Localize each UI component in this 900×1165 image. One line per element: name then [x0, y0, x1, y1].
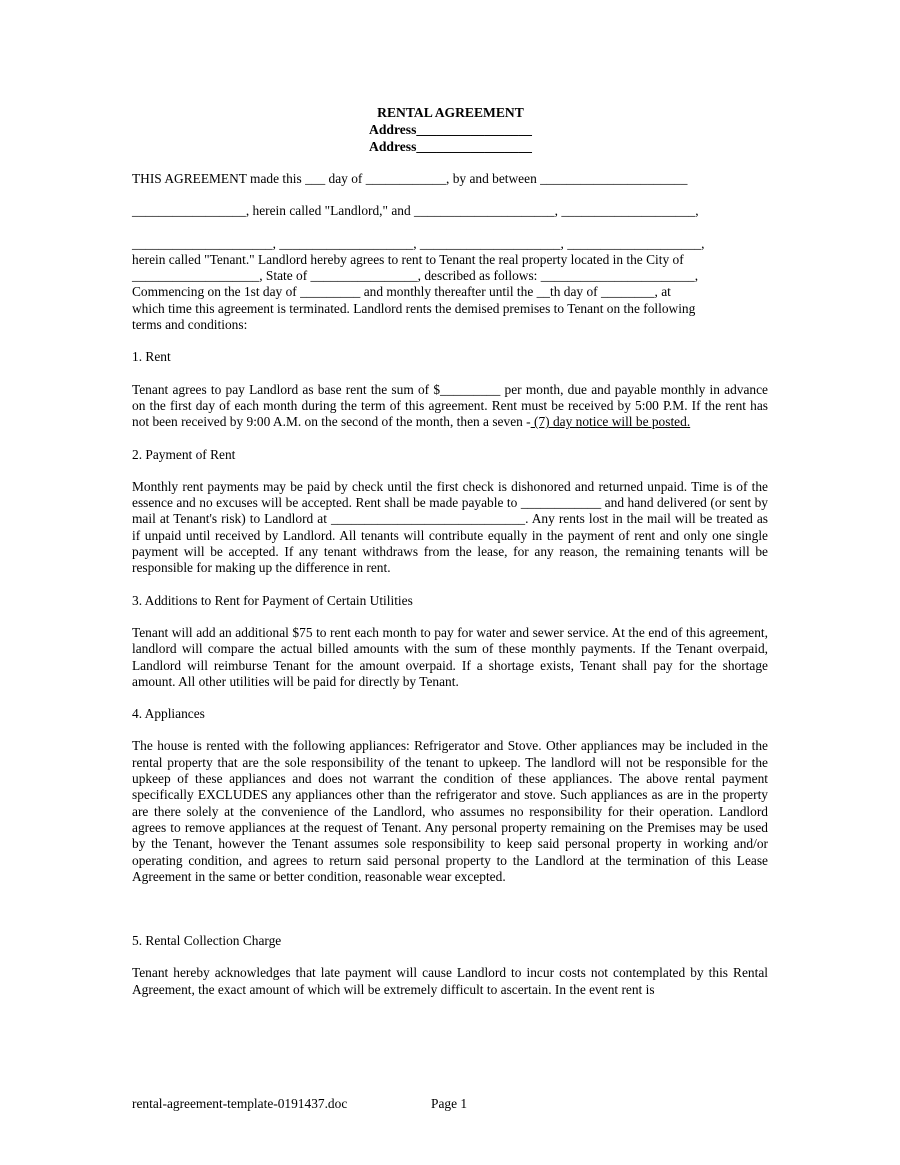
spacer: [132, 333, 768, 349]
section-heading-utilities: 3. Additions to Rent for Payment of Certain Utilities: [132, 592, 413, 608]
document-title: RENTAL AGREEMENT: [377, 105, 524, 120]
document-header: [132, 104, 768, 155]
intro-line: _____________________, ____________________, _____________________, ____________________,: [132, 235, 705, 251]
footer-page-number: Page 1: [431, 1096, 468, 1111]
intro-line: terms and conditions:: [132, 317, 248, 333]
intro-line: ___________________, State of ________________, described as follows: _______________________,: [132, 268, 699, 284]
spacer: [132, 463, 768, 479]
intro-line: which time this agreement is terminated. Landlord rents the demised premises to Tenant on the following: [132, 300, 696, 316]
section-heading-collection: 5. Rental Collection Charge: [132, 933, 282, 949]
spacer: [132, 722, 768, 738]
spacer: [132, 885, 768, 933]
spacer: [132, 609, 768, 625]
intro-line: _________________, herein called "Landlord," and _____________________, ____________________,: [132, 203, 699, 219]
spacer: [132, 690, 768, 706]
section-heading-rent: 1. Rent: [132, 349, 171, 365]
spacer: [132, 577, 768, 593]
section-body-payment: Monthly rent payments may be paid by check until the first check is dishonored and returned unpaid. Time is of the essence and no excuses will be accepted. Rent shall be made payable to ____________ and hand delivered (or sent by mail at Tenant's risk) to Landlord at _____________________________. Any rents lost in the mail will be treated as if unpaid until received by Landlord. All tenants will contribute equally in the payment of rent and only one single payment will be accepted. If any tenant withdraws from the lease, for any reason, the remaining tenants will be responsible for making up the difference in rent.: [132, 478, 768, 576]
section-body-appliances: The house is rented with the following appliances: Refrigerator and Stove. Other appliances may be included in the rental property that are the sole responsibility of the tenant to upkeep. The landlord will not be responsible for the upkeep of these appliances and does not warrant the condition of these appliances. The above rental payment specifically EXCLUDES any appliances other than the refrigerator and stove. Such appliances as are in the property are there solely at the convenience of the Landlord, who assumes no responsibility for their operation. Landlord agrees to remove appliances at the request of Tenant. Any personal property remaining on the Premises may be used by the Tenant, however the Tenant assumes sole responsibility to keep said personal property in working and/or operating condition, and agrees to return said personal property to the Landlord at the termination of this Lease Agreement in the same or better condition, reasonable wear excepted.: [132, 738, 768, 884]
section-heading-payment: 2. Payment of Rent: [132, 446, 236, 462]
page-footer: [132, 1096, 468, 1112]
section-body-utilities: Tenant will add an additional $75 to rent each month to pay for water and sewer service. At the end of this agreement, landlord will compare the actual billed amounts with the sum of these monthly payments. If the Tenant overpaid, Landlord will reimburse Tenant for the amount overpaid. If a shortage exists, Tenant shall pay for the shortage amount. All other utilities will be paid for directly by Tenant.: [132, 624, 768, 689]
address-line-2: Address_________________: [369, 139, 532, 154]
spacer: [132, 431, 768, 447]
spacer: [132, 949, 768, 965]
intro-line: herein called "Tenant." Landlord hereby agrees to rent to Tenant the real property located in the City of: [132, 251, 684, 267]
spacer: [132, 220, 768, 236]
section-body-collection: Tenant hereby acknowledges that late payment will cause Landlord to incur costs not contemplated by this Rental Agreement, the exact amount of which will be extremely difficult to ascertain. In the event rent is: [132, 965, 768, 997]
document-body: [132, 104, 768, 998]
spacer: [132, 187, 768, 203]
rent-notice-underlined: (7) day notice will be posted.: [530, 414, 691, 430]
spacer: [132, 366, 768, 382]
rent-body-text: Tenant agrees to pay Landlord as base rent the sum of $_________ per month, due and payable monthly in advance on the first day of each month during the term of this agreement. Rent must be received by 5:00 P.M. If the rent has not been received by 9:00 A.M. on the second of the month, then a seven -: [132, 381, 768, 430]
section-body-rent: [132, 382, 768, 431]
intro-line: THIS AGREEMENT made this ___ day of ____________, by and between ______________________: [132, 171, 688, 186]
section-heading-appliances: 4. Appliances: [132, 706, 205, 722]
spacer: [132, 155, 768, 171]
footer-filename: rental-agreement-template-0191437.doc: [132, 1096, 348, 1111]
address-line-1: Address_________________: [369, 122, 532, 137]
intro-line: Commencing on the 1st day of _________ and monthly thereafter until the __th day of ________, at: [132, 284, 671, 300]
